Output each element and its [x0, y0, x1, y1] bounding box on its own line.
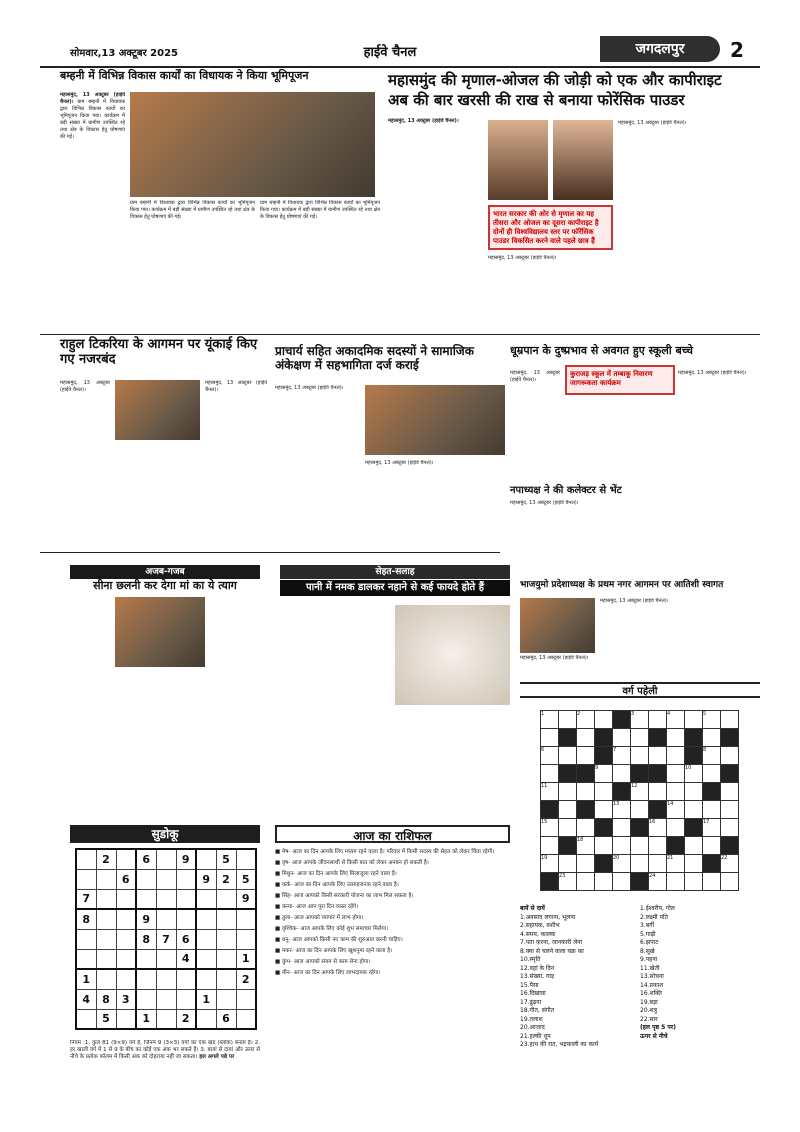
city-banner: जगदलपुर [600, 36, 720, 62]
sudoku-cell[interactable] [136, 869, 156, 889]
feature2-band: सेहत-सलाह [280, 565, 510, 579]
crossword-clue: 2.लक्ष्मी पति [640, 913, 668, 921]
sudoku-cell[interactable]: 5 [236, 869, 256, 889]
story5-text-1: महासमुंद, 13 अक्टूबर (हाईवे चैनल)। [510, 370, 560, 383]
story3-photo [115, 380, 200, 440]
crossword-title: वर्ग पहेली [520, 682, 760, 698]
story2-photo-2 [553, 120, 613, 200]
sudoku-cell[interactable] [196, 889, 216, 909]
feature2-text-1 [280, 605, 390, 820]
sudoku-cell[interactable] [136, 969, 156, 989]
sudoku-cell[interactable]: 6 [136, 849, 156, 869]
story5-title: धूम्रपान के दुष्प्रभाव से अवगत हुए स्कूली बच्चे [510, 344, 693, 357]
sudoku-cell[interactable] [216, 889, 236, 909]
sudoku-cell[interactable]: 5 [216, 849, 236, 869]
sudoku-cell[interactable]: 2 [96, 849, 116, 869]
sudoku-cell[interactable]: 2 [176, 1009, 196, 1029]
feature1-photo [115, 597, 205, 667]
story2-photo-1 [488, 120, 548, 200]
crossword-clue: 15.पैसा [520, 981, 539, 989]
crossword-clue: 13.संख्या, गाड़ [520, 973, 555, 980]
section-rule [40, 334, 760, 335]
story2-text-3: महासमुंद, 13 अक्टूबर (हाईवे चैनल)। [618, 120, 687, 126]
crossword-clue: 8.सूखे [640, 947, 655, 955]
sudoku-cell[interactable] [196, 949, 216, 969]
story1-text-3: ग्राम बम्हनी में विधायक द्वारा विभिन्न विकास कार्यों का भूमिपूजन किया गया। कार्यक्रम में बड़ी संख्या में ग्रामीण उपस्थित रहे तथा क्षेत्र के विकास हेतु घोषणाएं की गई। [260, 200, 380, 220]
sudoku-cell[interactable]: 5 [96, 1009, 116, 1029]
crossword-clue: 23.हाथ की रात, भद्रकाली का कार्य [520, 1041, 599, 1048]
sudoku-cell[interactable]: 1 [196, 989, 216, 1009]
paper-name: हाईवे चैनल [363, 45, 417, 60]
sudoku-title: सुडोकू [70, 825, 260, 843]
story6-text: महासमुंद, 13 अक्टूबर (हाईवे चैनल)। [510, 500, 579, 506]
sudoku-cell[interactable] [156, 949, 176, 969]
story6-title: नपाध्यक्ष ने की कलेक्टर से भेंट [510, 485, 622, 496]
crossword-clue: 20.शत्रु [640, 1007, 657, 1014]
horoscope-entry: ■ कन्या- आज आप पूरा दिन व्यस्त रहेंगे। [275, 904, 359, 910]
sudoku-cell[interactable] [76, 849, 96, 869]
crossword-clue: 4.समय, कालक [520, 930, 556, 938]
sudoku-cell[interactable]: 7 [76, 889, 96, 909]
sudoku-cell[interactable] [136, 989, 156, 1009]
horoscope-entry: ■ मकर- आज का दिन आपके लिए खुशनुमा रहने वाला है। [275, 948, 393, 954]
page-number: 2 [730, 38, 744, 62]
crossword-clue: 13.सोचना [640, 973, 664, 980]
horoscope-entry: ■ कर्क- आज का दिन आपके लिए उत्साहजनक रहने वाला है। [275, 882, 399, 888]
story2-title: महासमुंद की मृणाल-ओजल की जोड़ी को एक और कापीराइट [388, 71, 722, 89]
story2-subtitle: अब की बार खरसी की राख से बनाया फोरेंसिक पाउडर [388, 91, 685, 109]
section-rule-2 [40, 552, 500, 553]
feature1-text-1 [65, 597, 110, 817]
sudoku-cell[interactable] [156, 849, 176, 869]
sudoku-cell[interactable]: 9 [176, 849, 196, 869]
crossword-clue: 16.शक्ति [640, 990, 662, 997]
sudoku-cell[interactable] [176, 969, 196, 989]
sudoku-cell[interactable] [136, 949, 156, 969]
sudoku-cell[interactable] [136, 889, 156, 909]
crossword-clue: 19.बड़ा [640, 998, 658, 1006]
sudoku-cell[interactable] [76, 949, 96, 969]
sudoku-cell[interactable] [76, 1009, 96, 1029]
sudoku-cell[interactable]: 8 [76, 909, 96, 929]
story4-text-1: महासमुंद, 13 अक्टूबर (हाईवे चैनल)। [275, 385, 344, 391]
sudoku-cell[interactable] [116, 949, 136, 969]
sudoku-cell[interactable]: 9 [196, 869, 216, 889]
sudoku-cell[interactable] [216, 909, 236, 929]
sudoku-cell[interactable] [196, 1009, 216, 1029]
crossword-clue: 1.ईश्वरीय, गोल [640, 905, 675, 912]
feature1-band: अजब-गजब [70, 565, 260, 579]
crossword-clue: 7.पता करना, जानकारी लेना [520, 939, 583, 946]
crossword-clue: 20.आजाद [520, 1024, 545, 1031]
crossword-clue: 5.गाढ़ी [640, 930, 656, 938]
sudoku-cell[interactable]: 8 [136, 929, 156, 949]
story5-box: कुराजड़ स्कूल में तम्बाकू निवारण जागरूकता कार्यक्रम [565, 365, 675, 395]
story3-text-2: महासमुंद, 13 अक्टूबर (हाईवे चैनल)। [205, 380, 267, 393]
crossword-clue: 16.दिखावा [520, 990, 546, 997]
story2-highlight: भारत सरकार की ओर से मृणाल का यह तीसरा और ओजल का दूसरा कापीराइट है दोनों ही विश्वविद्यालय स्तर पर फॉरेंसिक पाउडर विकसित करने वाले पहले छात्र हैं [488, 205, 613, 250]
sudoku-cell[interactable] [116, 929, 136, 949]
sudoku-cell[interactable] [236, 909, 256, 929]
sudoku-cell[interactable] [236, 989, 256, 1009]
sudoku-rules: नियम :1. कुल 81 (9×9) वर्ग हैं, जिनमें 9 (3×3) वर्गों का एक खंड (ब्लॉक) बनता है। 2. हर खाली वर्ग में 1 से 9 के बीच का कोई एक अंक भर सकते हैं। 3. बायां से दायां और ऊपर से नीचे के प्रत्येक कॉलम में किसी अंक को दोहराया नहीं जा सकता। हल अगले पन्ने पर [70, 1040, 260, 1060]
sudoku-cell[interactable]: 6 [116, 869, 136, 889]
crossword-down: 1.ईश्वरीय, गोल 2.लक्ष्मी पति 3.बर्गी 5.गाढ़ी 6.झपाट 8.सूखे 9.पहना 11.खेती 13.सोचना 14.प्रकाश 16.शक्ति 19.बड़ा 20.शत्रु 22.सार (हल पृष्ठ 5 पर) ऊपर से नीचे [640, 905, 760, 1041]
sudoku-cell[interactable] [196, 969, 216, 989]
sudoku-cell[interactable] [96, 909, 116, 929]
sudoku-cell[interactable]: 1 [76, 969, 96, 989]
sudoku-cell[interactable] [236, 929, 256, 949]
sudoku-cell[interactable] [176, 989, 196, 1009]
crossword-clue: 10.स्मृति [520, 956, 541, 963]
crossword-across: बायें से दायें 1.अवसाद लगाना, भूलना 2.सहायक, वशीभ 4.समय, कालक 7.पता करना, जानकारी लेना 8.क्या से चलने वाला चक्र का 10.स्मृति 12.वहां के दिन 13.संख्या, गाड़ 15.पैसा 16.दिखावा 17.ढूंढ़ना 18.गीत, संगीत 19.तलाश 20.आजाद 21.हल्की धूप 23.हाथ की रात, भद्रकाली का कार्य [520, 905, 635, 1050]
sudoku-cell[interactable] [156, 969, 176, 989]
sudoku-cell[interactable] [116, 1009, 136, 1029]
crossword-clue: 12.वहां के दिन [520, 964, 555, 972]
sudoku-cell[interactable]: 7 [156, 929, 176, 949]
story1-photo [130, 92, 375, 197]
sudoku-cell[interactable] [76, 929, 96, 949]
story1-text-1: महासमुंद, 13 अक्टूबर (हाईवे चैनल)। ग्राम बम्हनी में विधायक द्वारा विभिन्न विकास कार्यों का भूमिपूजन किया गया। कार्यक्रम में बड़ी संख्या में ग्रामीण उपस्थित रहे तथा क्षेत्र के विकास हेतु घोषणाएं की गई। [60, 92, 125, 140]
sudoku-cell[interactable] [156, 889, 176, 909]
crossword-clue: 3.बर्गी [640, 922, 655, 929]
sudoku-cell[interactable] [236, 849, 256, 869]
sudoku-cell[interactable] [96, 929, 116, 949]
sudoku-cell[interactable] [156, 869, 176, 889]
story3-text-1: महासमुंद, 13 अक्टूबर (हाईवे चैनल)। [60, 380, 110, 393]
sudoku-cell[interactable] [216, 989, 236, 1009]
sudoku-cell[interactable]: 2 [236, 969, 256, 989]
sudoku-cell[interactable] [116, 889, 136, 909]
issue-date: सोमवार,13 अक्टूबर 2025 [70, 48, 179, 59]
crossword-grid[interactable]: 1 2 3 4 5 6 7 8 9 10 11 12 13 14 15 16 17 18 19 20 21 22 23 24 [540, 710, 739, 891]
sudoku-cell[interactable] [176, 909, 196, 929]
crossword-clue: 1.अवसाद लगाना, भूलना [520, 913, 576, 921]
horoscope-entry: ■ कुंभ- आज आपको संयम से काम लेना होगा। [275, 959, 371, 965]
sudoku-cell[interactable] [216, 949, 236, 969]
sudoku-cell[interactable]: 3 [116, 989, 136, 1009]
sudoku-cell[interactable] [216, 929, 236, 949]
story7-title: भाजयुमो प्रदेशाध्यक्ष के प्रथम नगर आगमन पर आतिशी स्वागत [520, 580, 724, 590]
sudoku-cell[interactable]: 6 [216, 1009, 236, 1029]
sudoku-cell[interactable] [196, 929, 216, 949]
sudoku-cell[interactable]: 9 [236, 889, 256, 909]
horoscope-list [275, 848, 510, 1083]
sudoku-cell[interactable] [216, 969, 236, 989]
header-rule [40, 66, 760, 68]
crossword-clue: 17.ढूंढ़ना [520, 998, 542, 1006]
story1-text-2: ग्राम बम्हनी में विधायक द्वारा विभिन्न विकास कार्यों का भूमिपूजन किया गया। कार्यक्रम में बड़ी संख्या में ग्रामीण उपस्थित रहे तथा क्षेत्र के विकास हेतु घोषणाएं की गई। [130, 200, 255, 220]
crossword-clue: 21.हल्की धूप [520, 1032, 551, 1040]
horoscope-entry: ■ धनु- आज आपको किसी नए काम की शुरुआत करनी चाहिए। [275, 937, 403, 943]
story2-text-2: महासमुंद, 13 अक्टूबर (हाईवे चैनल)। [488, 255, 557, 261]
horoscope-entry: ■ सिंह- आज आपको किसी सरकारी योजना का लाभ मिल सकता है। [275, 893, 414, 899]
feature1-text-2 [210, 597, 265, 817]
story4-photo [365, 385, 505, 455]
sudoku-cell[interactable] [176, 869, 196, 889]
crossword-clue: 8.क्या से चलने वाला चक्र का [520, 947, 584, 955]
sudoku-cell[interactable]: 4 [176, 949, 196, 969]
story4-text-2: महासमुंद, 13 अक्टूबर (हाईवे चैनल)। [365, 460, 434, 466]
sudoku-cell[interactable] [156, 1009, 176, 1029]
story3-title: राहुल टिकरिया के आगमन पर यूंकाई किए गए नजरबंद [60, 337, 258, 367]
sudoku-cell[interactable]: 2 [216, 869, 236, 889]
sudoku-cell[interactable] [96, 949, 116, 969]
feature2-text-2 [395, 710, 510, 820]
sudoku-cell[interactable]: 9 [136, 909, 156, 929]
story7-text-2: महासमुंद, 13 अक्टूबर (हाईवे चैनल)। [520, 655, 589, 661]
horoscope-entry: ■ तुला- आज आपको व्यापार में लाभ होगा। [275, 915, 364, 921]
horoscope-entry: ■ वृश्चिक- आज आपके लिए कोई शुभ समाचार मिलेगा। [275, 926, 389, 932]
horoscope-entry: ■ मीन- आज का दिन आपके लिए लाभदायक रहेगा। [275, 970, 381, 976]
sudoku-cell[interactable] [196, 909, 216, 929]
horoscope-title: आज का राशिफल [275, 825, 510, 843]
horoscope-entry: ■ वृष- आज आपके जीवनसाथी से किसी बात को लेकर अनबन हो सकती है। [275, 860, 429, 866]
story7-photo [520, 598, 595, 653]
sudoku-cell[interactable] [96, 889, 116, 909]
feature2-title: पानी में नमक डालकर नहाने से कई फायदे होते हैं [280, 580, 510, 596]
crossword-clue: 22.सार [640, 1015, 658, 1023]
sudoku-cell[interactable] [76, 869, 96, 889]
story7-text-1: महासमुंद, 13 अक्टूबर (हाईवे चैनल)। [600, 598, 669, 604]
crossword-clue: 18.गीत, संगीत [520, 1007, 555, 1014]
story5-text-2: महासमुंद, 13 अक्टूबर (हाईवे चैनल)। [678, 370, 747, 376]
horoscope-entry: ■ मेष- आज का दिन आपके लिए मध्यम रहने वाला है। परिवार में किसी सदस्य की सेहत को लेकर चिंता रहेगी। [275, 849, 495, 855]
sudoku-cell[interactable]: 6 [176, 929, 196, 949]
crossword-clue: 11.खेती [640, 964, 660, 972]
crossword-clue: 14.प्रकाश [640, 981, 664, 989]
crossword-clue: 6.झपाट [640, 939, 659, 946]
sudoku-cell[interactable] [196, 849, 216, 869]
sudoku-cell[interactable]: 1 [236, 949, 256, 969]
feature1-title: सीना छलनी कर देगा मां का ये त्याग [93, 579, 237, 592]
crossword-clue: 2.सहायक, वशीभ [520, 922, 560, 929]
sudoku-cell[interactable]: 8 [96, 989, 116, 1009]
crossword-clue: 19.तलाश [520, 1015, 543, 1023]
story1-title: बम्हनी में विभिन्न विकास कार्यों का विधायक ने किया भूमिपूजन [60, 69, 309, 82]
sudoku-cell[interactable] [96, 969, 116, 989]
sudoku-cell[interactable] [96, 869, 116, 889]
story2-text-1: महासमुंद, 13 अक्टूबर (हाईवे चैनल)। [388, 118, 459, 124]
sudoku-cell[interactable] [116, 969, 136, 989]
feature2-photo [395, 605, 510, 705]
sudoku-cell[interactable] [156, 909, 176, 929]
sudoku-cell[interactable] [236, 1009, 256, 1029]
crossword-clue: 9.पहना [640, 956, 658, 963]
sudoku-cell[interactable] [116, 909, 136, 929]
sudoku-cell[interactable]: 1 [136, 1009, 156, 1029]
horoscope-entry: ■ मिथुन- आज का दिन आपके लिए मिलाजुला रहने वाला है। [275, 871, 397, 877]
sudoku-cell[interactable] [116, 849, 136, 869]
sudoku-cell[interactable] [156, 989, 176, 1009]
sudoku-cell[interactable] [176, 889, 196, 909]
sudoku-grid[interactable] [75, 848, 257, 1030]
story4-title: प्राचार्य सहित अकादमिक सदस्यों ने सामाजिक अंकेक्षण में सहभागिता दर्ज कराई [275, 344, 474, 372]
sudoku-cell[interactable]: 4 [76, 989, 96, 1009]
